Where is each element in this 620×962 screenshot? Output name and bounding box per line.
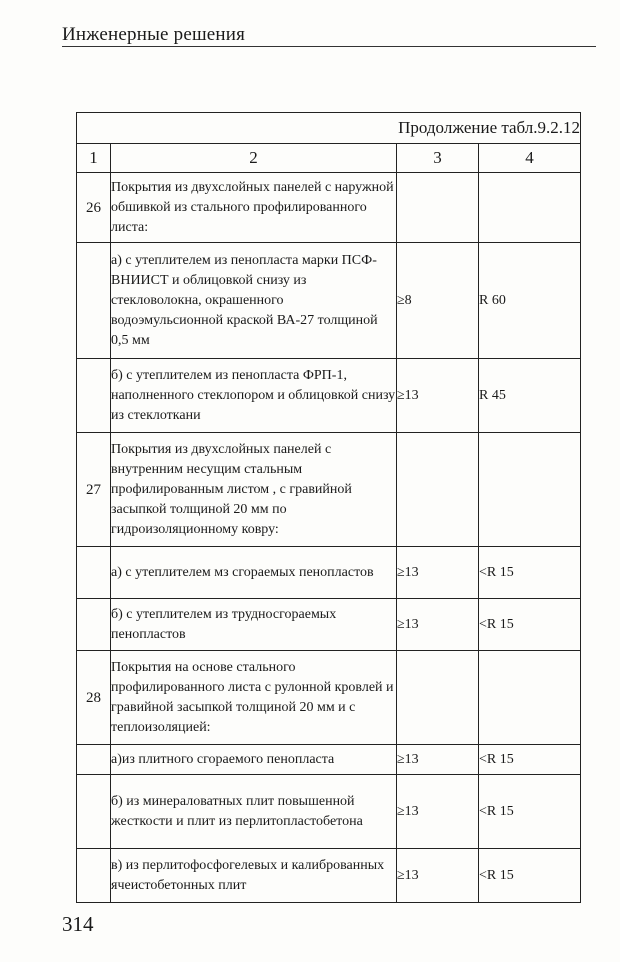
column-number-4: 4	[479, 144, 581, 173]
row-fire-rating: <R 15	[479, 547, 581, 599]
row-fire-rating: <R 15	[479, 599, 581, 651]
running-header-title: Инженерные решения	[62, 24, 246, 45]
fire-resistance-table	[76, 112, 581, 903]
row-thickness: ≥8	[397, 243, 479, 359]
table-row	[77, 243, 581, 359]
row-description: б) с утеплителем из трудносгораемых пенопластов	[111, 599, 397, 651]
header-rule	[62, 46, 596, 47]
table-row	[77, 775, 581, 849]
table-row	[77, 359, 581, 433]
row-thickness: ≥13	[397, 359, 479, 433]
row-thickness	[397, 173, 479, 243]
table-row	[77, 173, 581, 243]
row-description: в) из перлитофосфогелевых и калиброванных ячеистобетонных плит	[111, 849, 397, 903]
row-description: а)из плитного сгораемого пенопласта	[111, 745, 397, 775]
row-thickness: ≥13	[397, 849, 479, 903]
row-fire-rating	[479, 173, 581, 243]
row-number	[77, 775, 111, 849]
row-thickness: ≥13	[397, 745, 479, 775]
table-caption: Продолжение табл.9.2.12	[77, 113, 581, 144]
row-number	[77, 359, 111, 433]
row-description: Покрытия из двухслойных панелей с наружной обшивкой из стального профилированного листа:	[111, 173, 397, 243]
row-number	[77, 745, 111, 775]
row-thickness	[397, 433, 479, 547]
row-description: Покрытия из двухслойных панелей с внутренним несущим стальным профилированным листом , с гравийной засыпкой толщиной 20 мм по гидроизоляционному ковру:	[111, 433, 397, 547]
page-number: 314	[62, 912, 94, 936]
row-fire-rating: <R 15	[479, 849, 581, 903]
row-description: б) с утеплителем из пенопласта ФРП-1, наполненного стеклопором и облицовкой снизу из стеклоткани	[111, 359, 397, 433]
row-description: а) с утеплителем мз сгораемых пенопластов	[111, 547, 397, 599]
table-row	[77, 599, 581, 651]
table-row	[77, 745, 581, 775]
row-thickness: ≥13	[397, 599, 479, 651]
row-thickness: ≥13	[397, 547, 479, 599]
row-fire-rating: R 60	[479, 243, 581, 359]
row-number	[77, 599, 111, 651]
column-number-1: 1	[77, 144, 111, 173]
row-thickness: ≥13	[397, 775, 479, 849]
table-row	[77, 849, 581, 903]
row-fire-rating: <R 15	[479, 775, 581, 849]
row-fire-rating	[479, 433, 581, 547]
column-number-row	[77, 144, 581, 173]
row-number	[77, 243, 111, 359]
row-fire-rating: <R 15	[479, 745, 581, 775]
row-number	[77, 849, 111, 903]
row-fire-rating: R 45	[479, 359, 581, 433]
row-number: 26	[77, 173, 111, 243]
row-description: б) из минераловатных плит повышенной жесткости и плит из перлитопластобетона	[111, 775, 397, 849]
row-thickness	[397, 651, 479, 745]
row-number: 27	[77, 433, 111, 547]
table-row	[77, 547, 581, 599]
row-description: а) с утеплителем из пенопласта марки ПСФ-ВНИИСТ и облицовкой снизу из стекловолокна, окрашенного водоэмульсионной краской ВА-27 толщиной 0,5 мм	[111, 243, 397, 359]
column-number-2: 2	[111, 144, 397, 173]
row-number	[77, 547, 111, 599]
row-description: Покрытия на основе стального профилированного листа с рулонной кровлей и гравийной засыпкой толщиной 20 мм и с теплоизоляцией:	[111, 651, 397, 745]
table-row	[77, 651, 581, 745]
row-fire-rating	[479, 651, 581, 745]
row-number: 28	[77, 651, 111, 745]
table-row	[77, 433, 581, 547]
table-caption-row	[77, 113, 581, 144]
column-number-3: 3	[397, 144, 479, 173]
